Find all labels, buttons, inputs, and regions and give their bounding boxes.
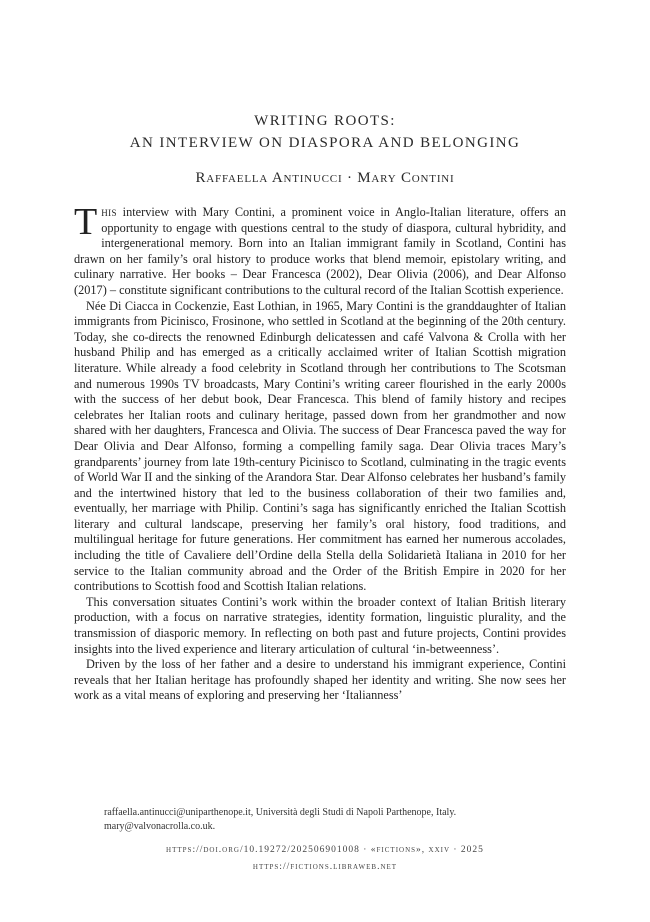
journal-url-line[interactable]: https://fictions.libraweb.net — [252, 862, 398, 872]
paragraph-1 — [74, 201, 566, 299]
paragraph-1-smallcaps: his — [101, 205, 117, 219]
doi-line[interactable]: https://doi.org/10.19272/202506901008 · «fictions», xxiv · 2025 — [166, 845, 484, 855]
article-body — [74, 201, 566, 704]
paragraph-1-text: interview with Mary Contini, a prominent voice in Anglo-Italian literature, offers an opportunity to engage with questions central to the study of diaspora, cultural hybridity, and intergenerational memory. Born into an Italian immigrant family in Scotland, Contini has drawn on her family’s oral history to produce works that blend memoir, epistolary writing, and culinary narrative. Her books – Dear Francesca (2002), Dear Olivia (2006), and Dear Alfonso (2017) – constitute significant contributions to the cultural record of the Italian Scottish experience. — [74, 205, 566, 297]
article-title-line-2: AN INTERVIEW ON DIASPORA AND BELONGING — [129, 135, 521, 151]
authors-line: Raffaella Antinucci · Mary Contini — [195, 170, 455, 186]
paragraph-3: This conversation situates Contini’s work within the broader context of Italian British literary production, with a focus on narrative strategies, identity formation, linguistic plurality, and the transmission of diasporic memory. In reflecting on both past and future projects, Contini provides insights into the lived experience and literary articulation of cultural ‘in-betweenness’. — [74, 594, 566, 656]
author-footnote — [104, 806, 574, 833]
footnote-line-2: mary@valvonacrolla.co.uk. — [104, 820, 216, 832]
paragraph-4: Driven by the loss of her father and a desire to understand his immigrant experience, Contini reveals that her Italian heritage has profoundly shaped her identity and writing. She now sees her work as a vital means of exploring and preserving her ‘Italianness’ — [74, 657, 566, 703]
paragraph-2: Née Di Ciacca in Cockenzie, East Lothian, in 1965, Mary Contini is the granddaughter of Italian immigrants from Picinisco, Frosinone, who settled in Scotland at the beginning of the 20th century. Today, she co-directs the renowned Edinburgh delicatessen and café Valvona & Crolla with her husband Philip and has emerged as a critically acclaimed writer of Italian Scottish migration literature. While already a food celebrity in Scotland through her contributions to The Scotsman and numerous 1990s TV broadcasts, Mary Contini’s writing career flourished in the early 2000s with the success of her debut book, Dear Francesca. This blend of family history and recipes celebrates her Italian roots and culinary heritage, passed down from her grandmother and now shared with her daughters, Francesca and Olivia. The success of Dear Francesca paved the way for Dear Olivia and Dear Alfonso, forming a compelling family saga. Dear Olivia traces Mary’s grandparents’ journey from late 19th-century Picinisco to Scotland, culminating in the tragic events of World War II and the sinking of the Arandora Star. Dear Alfonso celebrates her husband’s family and the intertwined history that led to the business collaboration of their two families and, eventually, her marriage with Philip. Contini’s saga has significantly enriched the Italian Scottish literary and cultural landscape, preserving her family’s oral history, food traditions, and multilingual heritage for future generations. Her commitment has earned her numerous accolades, including the title of Cavaliere dell’Ordine della Stella della Solidarietà Italiana in 2010 for her service to the Italian community abroad and the Order of the British Empire in 2020 for her contributions to Scottish food and Scottish Italian relations. — [74, 298, 566, 594]
footnote-line-1: raffaella.antinucci@uniparthenope.it, Università degli Studi di Napoli Parthenope, Italy. — [104, 807, 457, 818]
article-title-line-1: WRITING ROOTS: — [254, 113, 396, 129]
drop-cap: T — [74, 201, 98, 243]
